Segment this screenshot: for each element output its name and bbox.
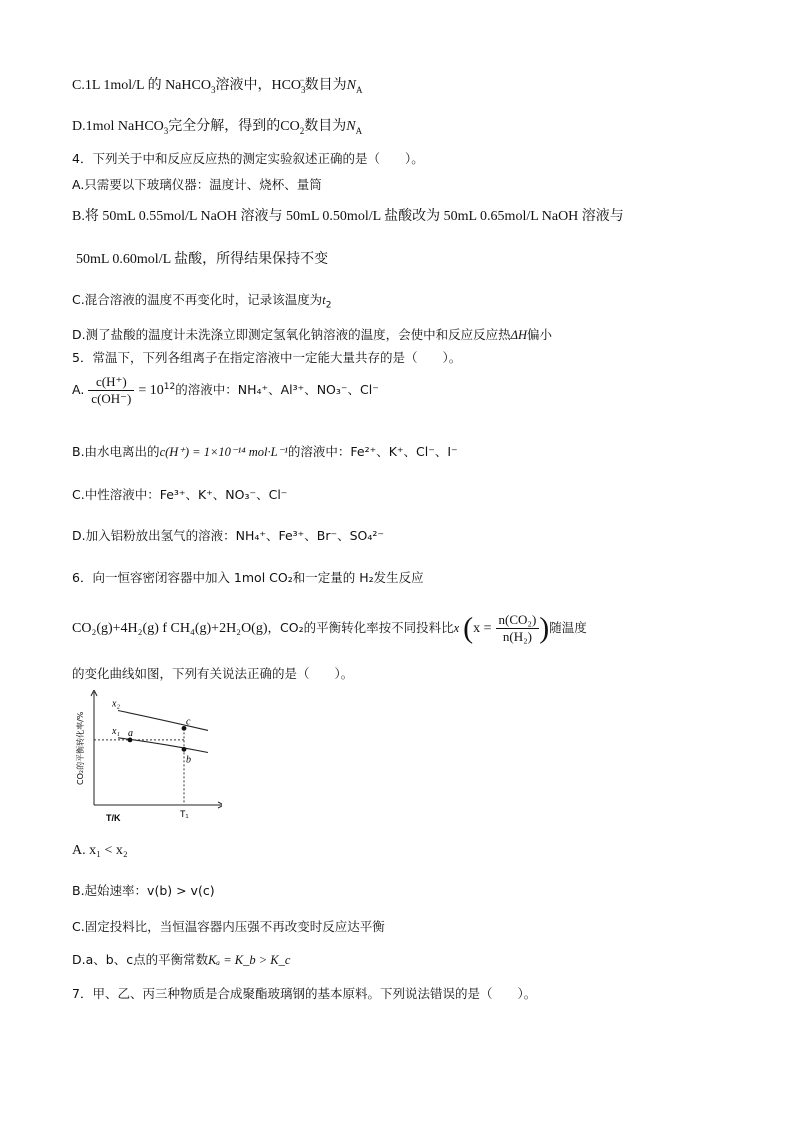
q4-option-b-line2: 50mL 0.60mol/L 盐酸，所得结果保持不变 [76,252,329,267]
q4-option-a: A.只需要以下玻璃仪器：温度计、烧杯、量筒 [72,177,322,192]
series-label-1: x₂ [112,698,120,710]
point-label-c: c [186,716,191,728]
q5-stem: 5．常温下，下列各组离子在指定溶液中一定能大量共存的是（ ）。 [72,350,462,365]
q6-stem: 6．向一恒容密闭容器中加入 1mol CO₂和一定量的 H₂发生反应 [72,570,424,585]
q4-option-d: D.测了盐酸的温度计未洗涤立即测定氢氧化钠溶液的温度，会使中和反应反应热ΔH偏小 [72,327,552,342]
point-label-b: b [186,754,191,766]
q6-option-a: A. x₁ < x₂ [72,843,128,858]
q6-stem-2: 的变化曲线如图，下列有关说法正确的是（ ）。 [72,666,354,681]
y-axis-label: CO₂的平衡转化率/% [76,711,85,785]
q3-option-c: C.1L 1mol/L 的 NaHCO$_3$溶液中，$HCO_3^-$数目为$N_A$ [72,75,363,95]
x-axis-label: T/K [106,813,121,823]
q6-option-c: C.固定投料比，当恒温容器内压强不再改变时反应达平衡 [72,919,385,934]
q5-option-a: A. $\frac{c(H^+)}{c(OH^-)}$ = $10^{12}$的溶液中：NH₄⁺、Al³⁺、NO₃⁻、Cl⁻ [72,374,379,406]
q5-option-c: C.中性溶液中：Fe³⁺、K⁺、NO₃⁻、Cl⁻ [72,487,288,502]
x-tick-label-t1: T₁ [180,809,189,819]
q7-stem: 7．甲、乙、丙三种物质是合成聚酯玻璃钢的基本原料。下列说法错误的是（ ）。 [72,986,537,1001]
q6-option-d: D.a、b、c点的平衡常数Kₐ = K_b > K_c [72,952,291,967]
q4-option-c: C.混合溶液的温度不再变化时，记录该温度为$t_2$ [72,292,332,311]
q6-option-b: B.起始速率：v(b) > v(c) [72,883,215,898]
q3-option-d: D.1mol NaHCO$_3$完全分解，得到的$CO_2$数目为$N_A$ [72,119,363,136]
point-label-a: a [128,727,133,739]
q5-option-d: D.加入铝粉放出氢气的溶液：NH₄⁺、Fe³⁺、Br⁻、SO₄²⁻ [72,528,384,543]
q6-equation-line: CO₂(g)+4H₂(g) f CH₄(g)+2H₂O(g)，CO₂的平衡转化率按不同投料比x (x = $\frac{\text{n(CO₂)}}{\text{n(H₂)}}$ )随温度 [72,611,587,645]
q5-option-b: B.由水电离出的c(H⁺) = 1×10⁻¹⁴ mol·L⁻¹的溶液中：Fe²⁺、K⁺、Cl⁻、I⁻ [72,444,458,459]
conversion-chart [72,690,222,825]
q4-option-b-line1: B.将 50mL 0.55mol/L NaOH 溶液与 50mL 0.50mol/L 盐酸改为 50mL 0.65mol/L NaOH 溶液与 [72,209,624,224]
q4-stem: 4．下列关于中和反应反应热的测定实验叙述正确的是（ ）。 [72,151,424,166]
point-b [182,747,187,752]
series-label-2: x₁ [112,725,120,737]
